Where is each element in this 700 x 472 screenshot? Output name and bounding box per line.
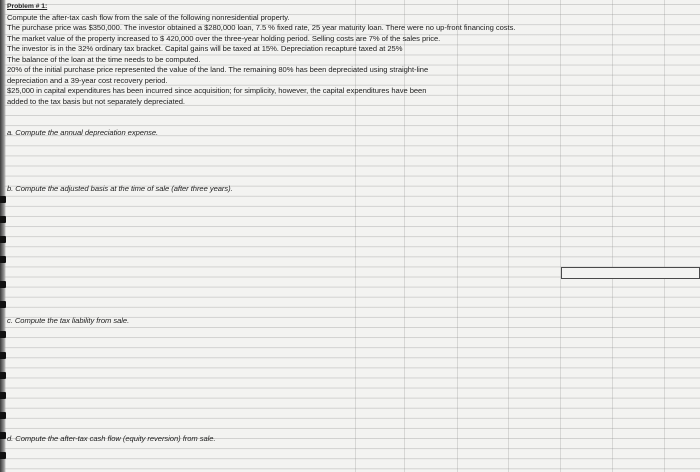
row-header-marker[interactable]	[0, 432, 6, 439]
row-header-marker[interactable]	[0, 301, 6, 308]
problem-intro-line: The purchase price was $350,000. The investor obtained a $280,000 loan, 7.5 % fixed rate, 25 year maturity loan. There were no up-front financing costs.	[7, 23, 516, 32]
problem-intro-line: depreciation and a 39-year cost recovery period.	[7, 76, 168, 85]
column-divider	[508, 0, 509, 472]
column-divider	[612, 0, 613, 472]
row-header-marker[interactable]	[0, 412, 6, 419]
problem-intro-line: $25,000 in capital expenditures has been incurred since acquisition; for simplicity, however, the capital expenditures have been	[7, 86, 427, 95]
question-c: c. Compute the tax liability from sale.	[7, 316, 130, 325]
row-header-marker[interactable]	[0, 331, 6, 338]
row-header-marker[interactable]	[0, 372, 6, 379]
row-header-marker[interactable]	[0, 452, 6, 459]
problem-intro-line: The investor is in the 32% ordinary tax bracket. Capital gains will be taxed at 15%. Depreciation recapture taxed at 25%	[7, 44, 403, 53]
column-divider	[664, 0, 665, 472]
problem-intro-line: 20% of the initial purchase price represented the value of the land. The remaining 80% has been depreciated using straight-line	[7, 65, 429, 74]
problem-intro-line: added to the tax basis but not separately depreciated.	[7, 97, 185, 106]
row-header-marker[interactable]	[0, 236, 6, 243]
question-b: b. Compute the adjusted basis at the time of sale (after three years).	[7, 184, 233, 193]
problem-intro-line: Compute the after-tax cash flow from the sale of the following nonresidential property.	[7, 13, 290, 22]
problem-intro-line: The market value of the property increased to $ 420,000 over the three-year holding period. Selling costs are 7% of the sales price.	[7, 34, 441, 43]
row-header-marker[interactable]	[0, 281, 6, 288]
column-divider	[560, 0, 561, 472]
row-header-marker[interactable]	[0, 196, 6, 203]
problem-heading: Problem # 1:	[7, 3, 48, 10]
question-d: d. Compute the after-tax cash flow (equity reversion) from sale.	[7, 434, 216, 443]
question-a: a. Compute the annual depreciation expense.	[7, 128, 159, 137]
row-header-marker[interactable]	[0, 216, 6, 223]
column-divider	[457, 0, 458, 472]
selected-cell[interactable]	[561, 267, 700, 279]
row-header-marker[interactable]	[0, 352, 6, 359]
row-header-marker[interactable]	[0, 256, 6, 263]
problem-intro-line: The balance of the loan at the time needs to be computed.	[7, 55, 201, 64]
row-header-marker[interactable]	[0, 392, 6, 399]
